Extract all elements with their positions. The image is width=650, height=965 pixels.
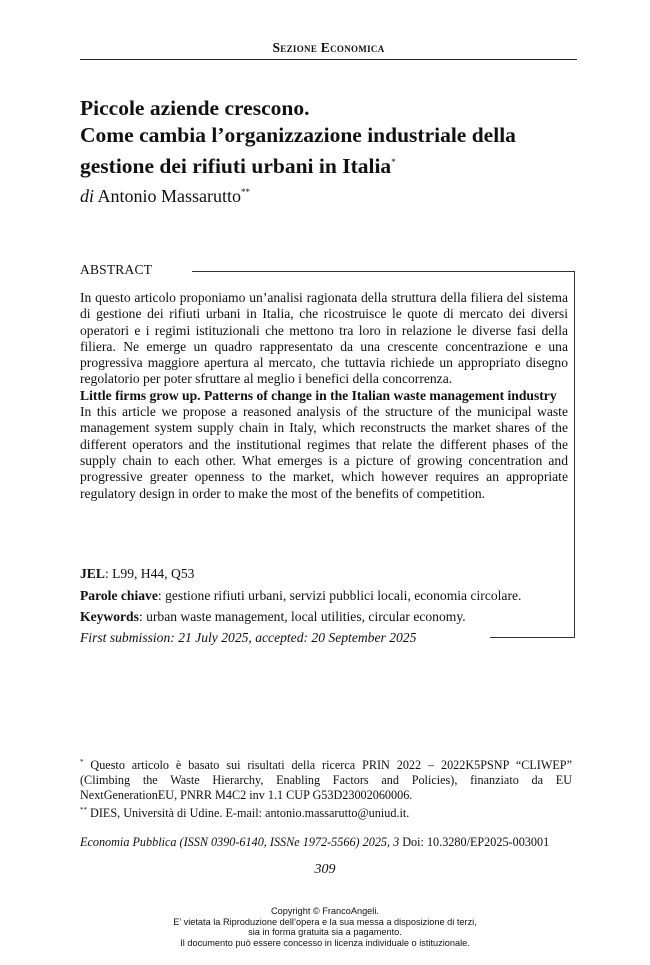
article-title: [80, 95, 580, 180]
title-footnote-mark: *: [391, 157, 396, 167]
abstract-body: [80, 290, 568, 502]
title-line-1: Piccole aziende crescono.: [80, 96, 310, 120]
author-line: [80, 186, 250, 207]
section-header: Sezione Economica: [272, 40, 385, 55]
author-prefix: di: [80, 186, 95, 206]
submission-line: [80, 630, 570, 646]
title-line-3: [80, 149, 580, 180]
abstract-label: ABSTRACT: [80, 262, 153, 277]
author-name: Antonio Massarutto: [97, 186, 242, 206]
footnote-2: [80, 803, 572, 821]
keywords-value: : urban waste management, local utilities, circular economy.: [138, 609, 466, 624]
parole-chiave-line: [80, 588, 570, 604]
abstract-italian: In questo articolo proponiamo un’analisi ragionata della struttura della filiera del sistema di gestione dei rifiuti urbani in Italia, che ricostruisce le quote di mercato dei diversi operatori e i regimi istituzionali che mettono tra loro in relazione le diverse fasi della filiera. Ne emerge un quadro rappresentato da una crescente concentrazione e una progressiva maggiore apertura al mercato, che tuttavia richiede un appropriato disegno regolatorio per poter sfruttare al meglio i benefici della concorrenza.: [80, 290, 568, 387]
footnotes: [80, 755, 572, 821]
copyright-line-3: sia in forma gratuita sia a pagamento.: [248, 927, 402, 938]
journal-name: Economia Pubblica (ISSN 0390-6140, ISSNe 1972-5566) 2025, 3: [80, 835, 400, 849]
copyright-line-4: Il documento può essere concesso in licenza individuale o istituzionale.: [180, 937, 470, 948]
parole-chiave-value: : gestione rifiuti urbani, servizi pubblici locali, economia circolare.: [157, 588, 522, 603]
copyright-line-2: E’ vietata la Riproduzione dell’opera e la sua messa a disposizione di terzi,: [173, 916, 477, 927]
jel-value: : L99, H44, Q53: [104, 566, 195, 581]
header-rule: [80, 59, 577, 60]
keywords-line: [80, 609, 570, 625]
page-number: 309: [314, 862, 336, 877]
copyright-notice: [0, 906, 650, 948]
abstract-box: [80, 262, 575, 645]
abstract-frame-right: [574, 271, 575, 638]
footnote-1-text: Questo articolo è basato sui risultati della ricerca PRIN 2022 – 2022K5PSNP “CLIWEP” (Climbing the Waste Hierarchy, Enabling Factors and Policies), finanziato da EU NextGenerationEU, PNRR M4C2 inv 1.1 CUP G53D23002060006.: [80, 758, 572, 803]
journal-citation: [80, 835, 575, 850]
jel-label: JEL: [80, 566, 105, 581]
footnote-1-mark: *: [80, 758, 84, 766]
copyright-line-1: Copyright © FrancoAngeli.: [271, 906, 379, 916]
journal-doi: Doi: 10.3280/EP2025-003001: [399, 835, 550, 849]
footnote-1: [80, 755, 572, 803]
parole-chiave-label: Parole chiave: [80, 588, 158, 603]
abstract-english: In this article we propose a reasoned analysis of the structure of the municipal waste management system supply chain in Italy, which reconstructs the market shares of the different operators and the institutional regimes that relate the different phases of the supply chain to each other. What emerges is a picture of growing concentration and progressive greater openness to the market, which however requires an appropriate regulatory design in order to make the most of the benefits of competition.: [80, 404, 568, 501]
footnote-2-mark: **: [80, 806, 87, 815]
footnote-2-text: DIES, Università di Udine. E-mail: antonio.massarutto@uniud.it.: [87, 806, 410, 821]
author-footnote-mark: **: [241, 187, 251, 197]
submission-text: First submission: 21 July 2025, accepted: 20 September 2025: [80, 630, 417, 645]
abstract-english-title: Little firms grow up. Patterns of change in the Italian waste management industry: [80, 387, 557, 403]
keywords-label: Keywords: [80, 609, 139, 624]
title-line-3-text: gestione dei rifiuti urbani in Italia: [80, 154, 392, 179]
jel-line: [80, 566, 570, 582]
abstract-frame-top: [192, 271, 575, 272]
title-line-2: Come cambia l’organizzazione industriale della: [80, 123, 516, 147]
